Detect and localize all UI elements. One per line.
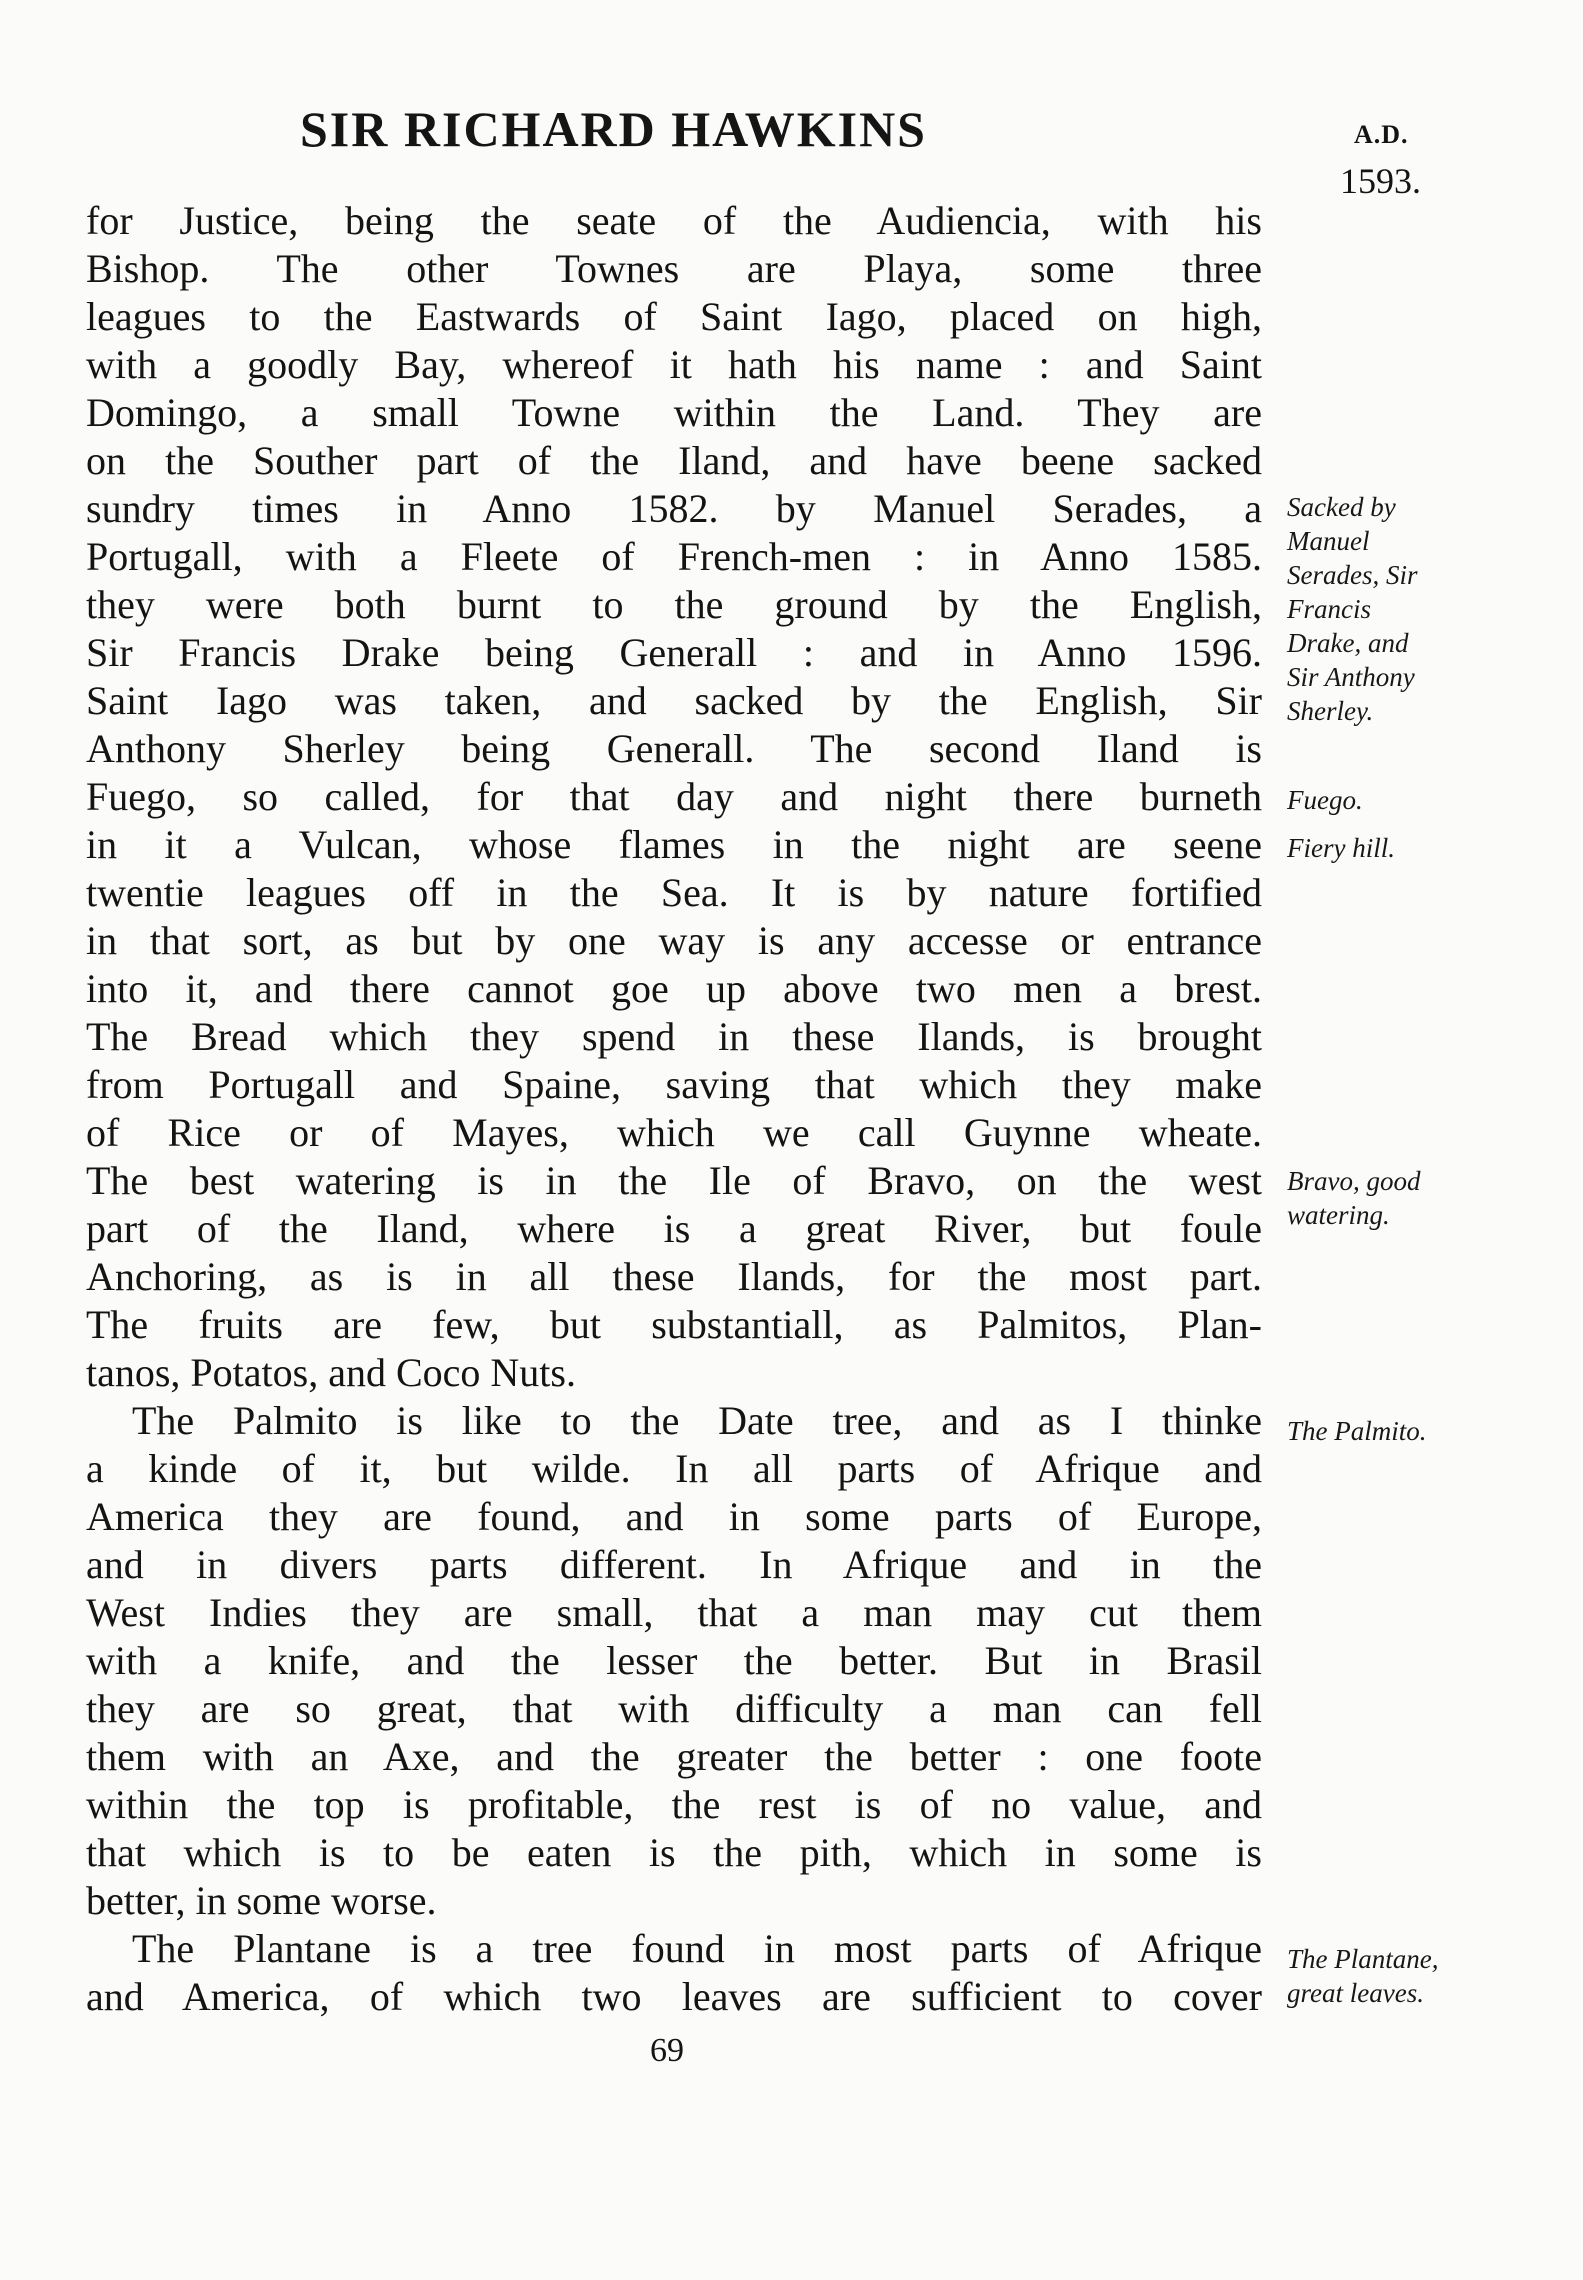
text-line: Fuego, so called, for that day and night there burneth <box>86 774 1262 819</box>
text-line: Domingo, a small Towne within the Land. They are <box>86 390 1262 435</box>
text-line: and America, of which two leaves are sufficient to cover <box>86 1974 1262 2019</box>
text-line: The fruits are few, but substantiall, as Palmitos, Plan- <box>86 1302 1262 1347</box>
text-line: Sir Francis Drake being Generall : and in Anno 1596. <box>86 630 1262 675</box>
date-label: A.D. <box>1354 120 1409 149</box>
text-line: The best watering is in the Ile of Bravo, on the west <box>86 1158 1262 1203</box>
text-line: sundry times in Anno 1582. by Manuel Serades, a <box>86 486 1262 531</box>
margin-note-sacked: Sacked by Manuel Serades, Sir Francis Drake, and Sir Anthony Sherley. <box>1287 492 1418 726</box>
text-line: they were both burnt to the ground by the English, <box>86 582 1262 627</box>
text-line: a kinde of it, but wilde. In all parts of Afrique and <box>86 1446 1262 1491</box>
text-line: better, in some worse. <box>86 1878 437 1923</box>
text-line: Saint Iago was taken, and sacked by the English, Sir <box>86 678 1262 723</box>
text-line: Bishop. The other Townes are Playa, some three <box>86 246 1262 291</box>
text-line: Anchoring, as is in all these Ilands, for the most part. <box>86 1254 1262 1299</box>
text-line: and in divers parts different. In Afrique and in the <box>86 1542 1262 1587</box>
text-line: with a knife, and the lesser the better. But in Brasil <box>86 1638 1262 1683</box>
text-line: America they are found, and in some parts of Europe, <box>86 1494 1262 1539</box>
text-line: with a goodly Bay, whereof it hath his name : and Saint <box>86 342 1262 387</box>
text-line: them with an Axe, and the greater the better : one foote <box>86 1734 1262 1779</box>
text-line: Anthony Sherley being Generall. The second Iland is <box>86 726 1262 771</box>
text-line: for Justice, being the seate of the Audiencia, with his <box>86 198 1262 243</box>
text-line: part of the Iland, where is a great River, but foule <box>86 1206 1262 1251</box>
margin-note-bravo: Bravo, good watering. <box>1287 1166 1421 1230</box>
margin-note-plantane: The Plantane, great leaves. <box>1287 1944 1439 2008</box>
text-line: twentie leagues off in the Sea. It is by nature fortified <box>86 870 1262 915</box>
running-head: SIR RICHARD HAWKINS <box>300 101 927 157</box>
text-line: within the top is profitable, the rest is of no value, and <box>86 1782 1262 1827</box>
text-line: in it a Vulcan, whose flames in the night are seene <box>86 822 1262 867</box>
text-line: The Bread which they spend in these Ilands, is brought <box>86 1014 1262 1059</box>
margin-note-fuego: Fuego. <box>1287 785 1363 815</box>
date-year: 1593. <box>1340 161 1421 201</box>
text-line: The Plantane is a tree found in most parts of Afrique <box>132 1926 1262 1971</box>
text-line: West Indies they are small, that a man may cut them <box>86 1590 1262 1635</box>
body-text <box>86 197 1262 2021</box>
text-line: on the Souther part of the Iland, and have beene sacked <box>86 438 1262 483</box>
text-line: that which is to be eaten is the pith, which in some is <box>86 1830 1262 1875</box>
text-line: tanos, Potatos, and Coco Nuts. <box>86 1350 576 1395</box>
margin-note-fiery-hill: Fiery hill. <box>1287 833 1395 863</box>
text-line: into it, and there cannot goe up above two men a brest. <box>86 966 1262 1011</box>
text-line: of Rice or of Mayes, which we call Guynne wheate. <box>86 1110 1262 1155</box>
page-number: 69 <box>650 2032 684 2069</box>
margin-note-palmito: The Palmito. <box>1287 1416 1427 1446</box>
text-line: leagues to the Eastwards of Saint Iago, placed on high, <box>86 294 1262 339</box>
text-line: they are so great, that with difficulty a man can fell <box>86 1686 1262 1731</box>
text-line: The Palmito is like to the Date tree, and as I thinke <box>132 1398 1262 1443</box>
text-line: in that sort, as but by one way is any accesse or entrance <box>86 918 1262 963</box>
text-line: from Portugall and Spaine, saving that which they make <box>86 1062 1262 1107</box>
text-line: Portugall, with a Fleete of French-men : in Anno 1585. <box>86 534 1262 579</box>
